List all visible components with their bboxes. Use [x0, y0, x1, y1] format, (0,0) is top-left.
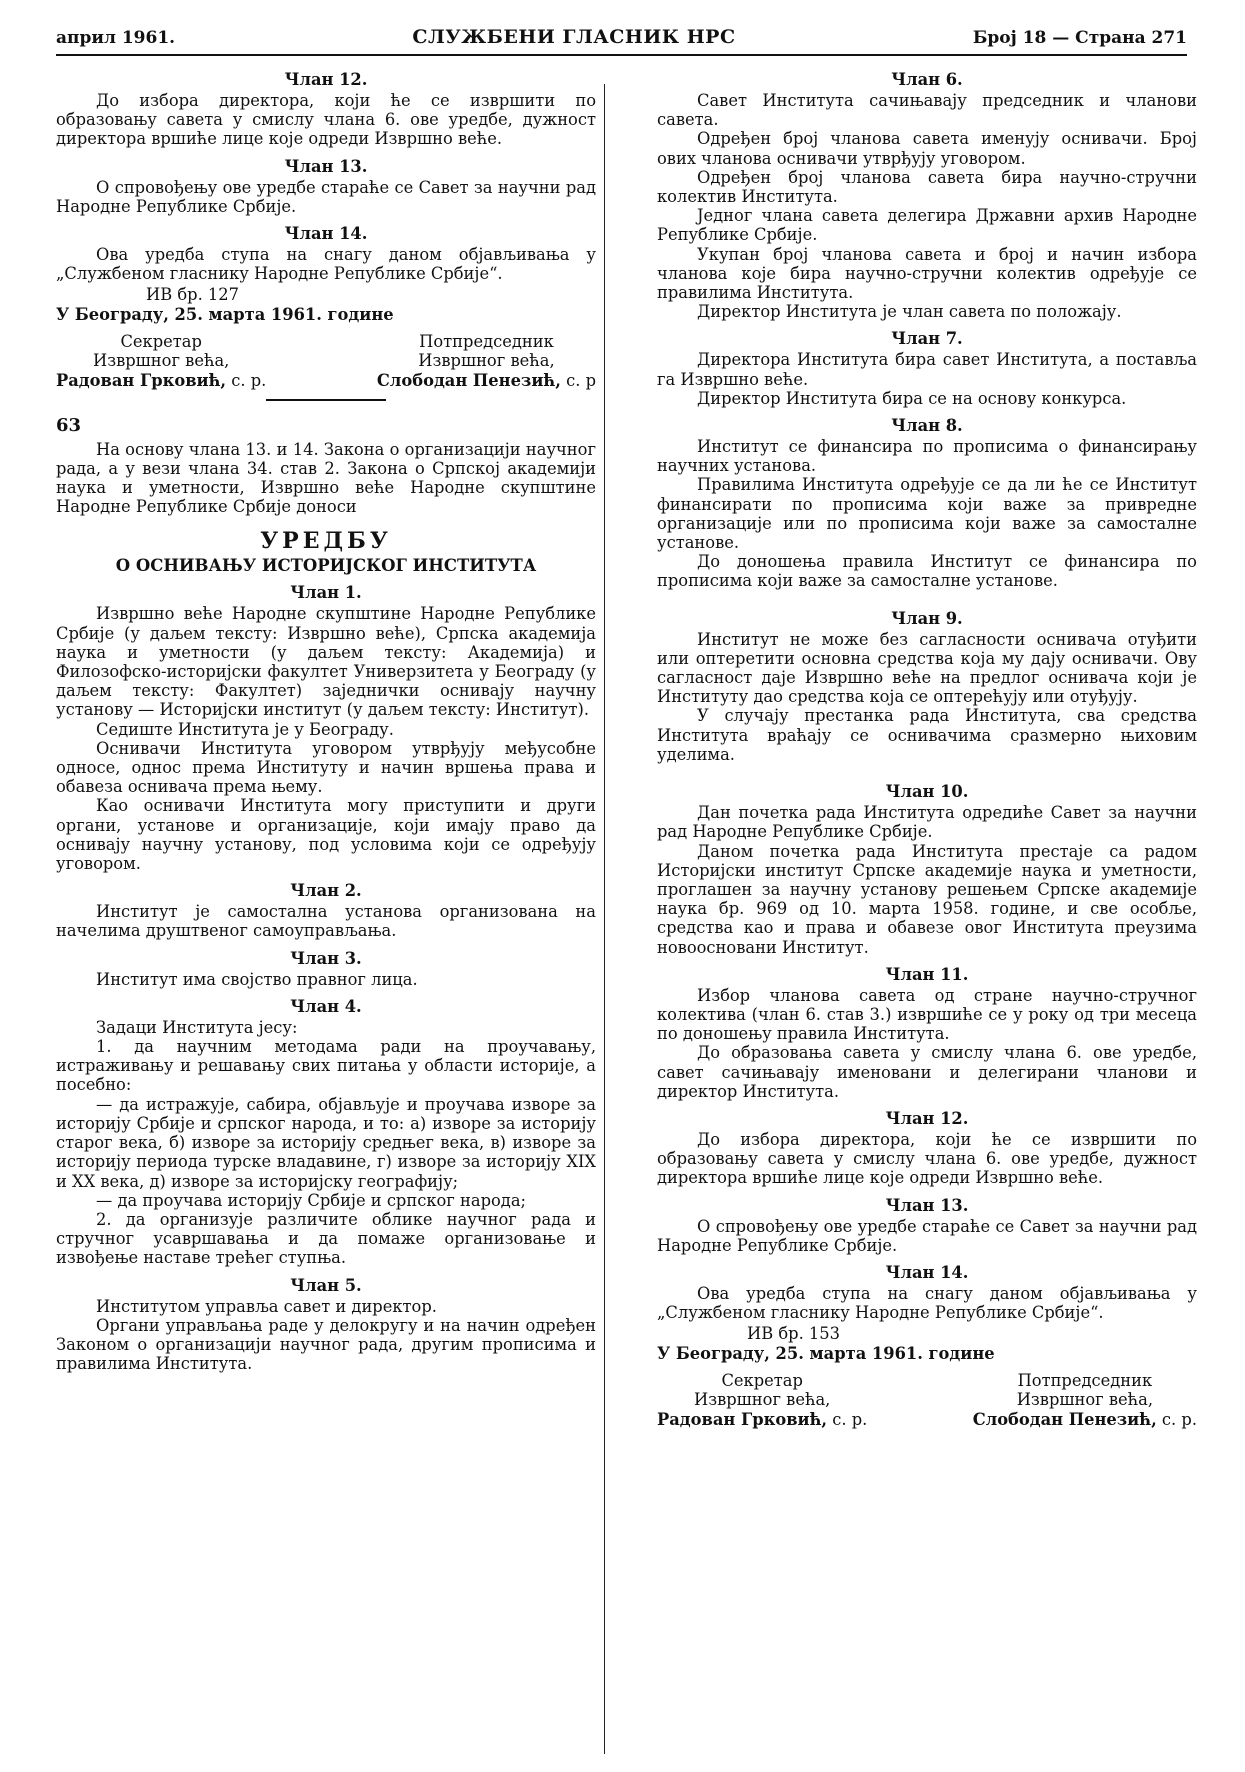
article-text: Једног члана савета делегира Државни архив Народне Републике Србије.: [657, 206, 1197, 245]
article-text: Даном почетка рада Института престаје са радом Историјски институт Српске академије наука и уметности, проглашен за научну установу решењем Српске академије наука бр. 969 од 10. марта 1958. године, и све особље, средства као и права и обавезе овог Института преузима новоосновани Институт.: [657, 841, 1197, 957]
page-header: [56, 26, 1187, 56]
article-text: Дан почетка рада Института одредиће Савет за научни рад Народне Републике Србије.: [657, 803, 1197, 842]
right-column: [657, 62, 1197, 1762]
decree-subtitle: О ОСНИВАЊУ ИСТОРИЈСКОГ ИНСТИТУТА: [115, 556, 537, 576]
article-text: 1. да научним методама ради на проучавању, истраживању и решавању свих питања у области историје, а посебно:: [56, 1037, 596, 1095]
article-text: Оснивачи Института уговором утврђују међусобне односе, однос према Институту и начин вршења права и обавеза оснивача према њему.: [56, 738, 596, 797]
place-date: У Београду, 25. марта 1961. године: [56, 304, 394, 324]
article-heading: Члан 8.: [891, 416, 963, 436]
signature-vice-president: Потпредседник Извршног већа, Слободан Пенезић, с. р.: [972, 1370, 1197, 1429]
article-text: Ова уредба ступа на снагу даном објављивања у „Службеном гласнику Народне Републике Србије“.: [657, 1283, 1197, 1323]
article-heading: Члан 12.: [885, 1108, 969, 1128]
article-text: Извршно веће Народне скупштине Народне Републике Србије (у даљем тексту: Извршно веће), Српска академија наука и уметности (у даљем тексту: Академија) и Филозофско-историјски факултет Универзитета у Београду (у даљем тексту: Факултет) заједнички оснивају научну установу — Историјски институт (у даљем тексту: Институт).: [56, 604, 596, 720]
article-text: Ова уредба ступа на снагу даном објављивања у „Службеном гласнику Народне Републике Србије“.: [56, 245, 596, 284]
article-text: 2. да организује различите облике научног рада и стручног усавршавања и да помаже организовање и извођење наставе трећег ступња.: [56, 1209, 596, 1268]
article-heading: Члан 4.: [290, 996, 362, 1016]
article-text: — да истражује, сабира, објављује и проучава изворе за историју Србије и српског народа, и то: а) изворе за историју старог века, б) изворе за историју средњег века, в) изворе за историју периода турске владавине, г) изворе за историју XIX и XX века, д) изворе за историјску географију;: [56, 1094, 596, 1191]
article-heading: Члан 13.: [885, 1195, 969, 1215]
article-heading: Члан 1.: [290, 583, 362, 603]
article-heading: Члан 2.: [290, 881, 362, 901]
article-heading: Члан 14.: [284, 224, 368, 244]
article-heading: Члан 7.: [891, 329, 963, 349]
decree-number: ИВ бр. 153: [747, 1324, 840, 1344]
article-text: Институт не може без сагласности оснивача отуђити или оптеретити основна средства која му дају оснивачи. Ову сагласност даје Извршно веће на предлог оснивача који је Институту дао средства која се оптерећују или отуђују.: [657, 629, 1197, 707]
article-text: Институтом управља савет и директор.: [96, 1296, 437, 1316]
article-text: До избора директора, који ће се извршити по образовању савета у смислу члана 6. ове уредбе, дужност директора вршиће лице које одреди Извршно веће.: [56, 91, 596, 149]
left-column: [56, 62, 596, 1762]
article-text: О спровођењу ове уредбе стараће се Савет за научни рад Народне Републике Србије.: [657, 1216, 1197, 1255]
article-text: Институт има својство правног лица.: [96, 969, 418, 989]
article-text: У случају престанка рада Института, сва средства Института враћају се оснивачима сразмерно њиховим уделима.: [657, 706, 1197, 764]
article-heading: Члан 13.: [284, 156, 368, 176]
article-heading: Члан 5.: [290, 1275, 362, 1295]
article-text: Као оснивачи Института могу приступити и други органи, установе и организације, који имају право да оснивају научну установу, под условима који се одређују уговором.: [56, 796, 596, 874]
signatures: [56, 332, 596, 391]
header-page-number: Број 18 — Страна 271: [972, 28, 1187, 48]
section-separator: [266, 399, 386, 401]
article-text: Директор Института је члан савета по положају.: [697, 302, 1122, 322]
column-divider: [604, 84, 605, 1754]
signature-secretary: Секретар Извршног већа, Радован Грковић, с. р.: [56, 331, 267, 391]
header-date: април 1961.: [56, 28, 176, 48]
article-text: Задаци Института јесу:: [96, 1017, 298, 1037]
article-text: Избор чланова савета од стране научно-стручног колектива (члан 6. став 3.) извршиће се у року од три месеца по доношењу правила Института.: [657, 985, 1197, 1044]
article-text: Органи управљања раде у делокругу и на начин одређен Законом о организацији научног рада, другим прописима и правилима Института.: [56, 1315, 596, 1374]
document-number: 63: [56, 414, 82, 436]
article-text: Директора Института бира савет Института, а поставља га Извршно веће.: [657, 350, 1197, 389]
place-date: У Београду, 25. марта 1961. године: [657, 1343, 995, 1363]
article-text: Директор Института бира се на основу конкурса.: [697, 388, 1127, 408]
article-text: Институт се финансира по прописима о финансирању научних установа.: [657, 437, 1197, 476]
article-heading: Члан 10.: [885, 782, 969, 802]
article-text: Одређен број чланова савета бира научно-стручни колектив Института.: [657, 167, 1197, 207]
decree-title: УРЕДБУ: [260, 528, 392, 555]
article-text: — да проучава историју Србије и српског народа;: [96, 1190, 527, 1210]
signature-secretary: Секретар Извршног већа, Радован Грковић, с. р.: [657, 1370, 868, 1429]
article-heading: Члан 3.: [290, 948, 362, 968]
article-heading: Члан 14.: [885, 1262, 969, 1282]
article-text: До доношења правила Институт се финансира по прописима који важе за самосталне установе.: [657, 552, 1197, 591]
article-text: Институт је самостална установа организована на начелима друштвеног самоуправљања.: [56, 902, 596, 941]
signatures: [657, 1371, 1197, 1430]
preamble: На основу члана 13. и 14. Закона о организацији научног рада, а у вези члана 34. став 2. Закона о Српској академији наука и уметности, Извршно веће Народне скупштине Народне Републике Србије доноси: [56, 439, 596, 517]
article-text: До образовања савета у смислу члана 6. ове уредбе, савет сачињавају именовани и делегирани чланови и директор Института.: [657, 1043, 1197, 1101]
article-text: О спровођењу ове уредбе стараће се Савет за научни рад Народне Републике Србије.: [56, 177, 596, 216]
article-heading: Члан 12.: [284, 70, 368, 89]
article-text: Савет Института сачињавају председник и чланови савета.: [657, 91, 1197, 130]
signature-vice-president: Потпредседник Извршног већа, Слободан Пенезић, с. р: [376, 331, 596, 391]
article-heading: Члан 11.: [885, 964, 969, 984]
decree-number: ИВ бр. 127: [146, 285, 239, 305]
article-text: Правилима Института одређује се да ли ће се Институт финансирати по прописима који важе за привредне организације или по прописима који важе за самосталне установе.: [657, 475, 1197, 553]
article-text: До избора директора, који ће се извршити по образовању савета у смислу члана 6. ове уредбе, дужност директора вршиће лице које одреди Извршно веће.: [657, 1129, 1197, 1188]
article-text: Укупан број чланова савета и број и начин избора чланова које бира научно-стручни колектив одређује се правилима Института.: [657, 244, 1197, 303]
article-heading: Члан 9.: [891, 608, 963, 628]
article-text: Одређен број чланова савета именују оснивачи. Број ових чланова оснивачи утврђују уговором.: [657, 129, 1197, 168]
article-heading: Члан 6.: [891, 70, 963, 89]
article-text: Седиште Института је у Београду.: [96, 719, 394, 739]
header-title: СЛУЖБЕНИ ГЛАСНИК НРС: [412, 26, 736, 48]
